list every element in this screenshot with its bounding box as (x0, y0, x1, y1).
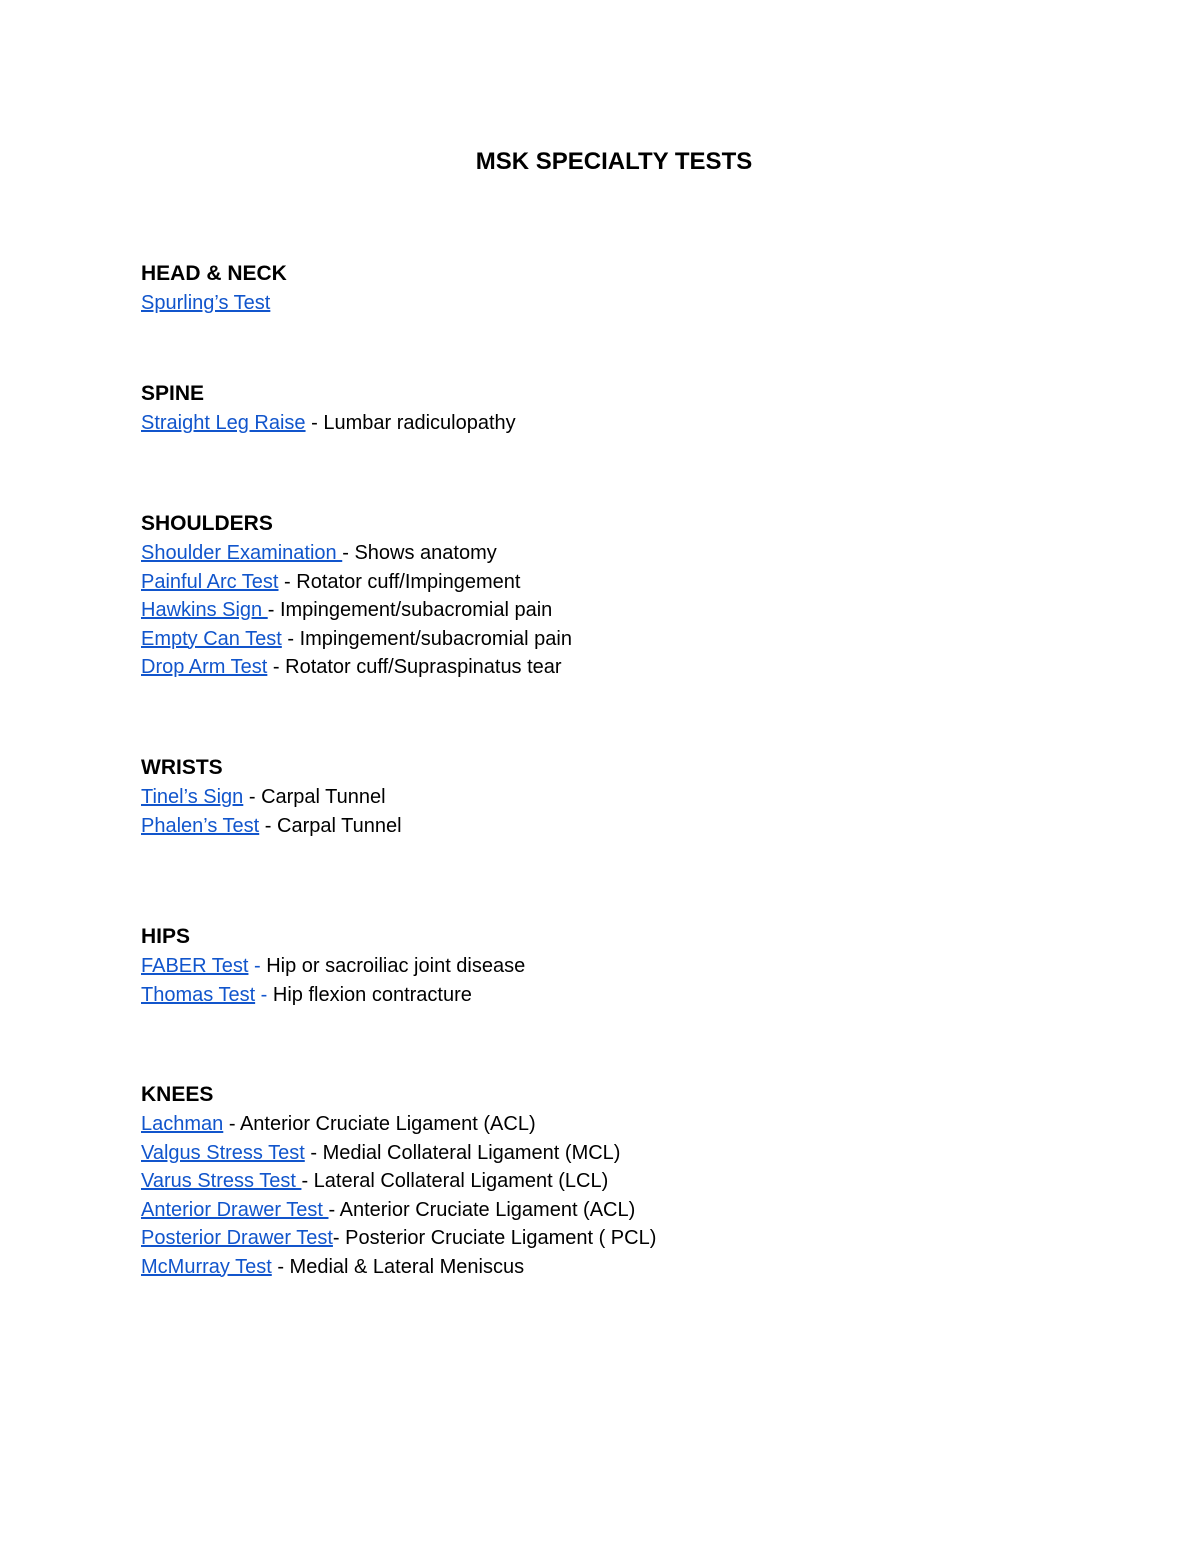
test-entry (141, 289, 1141, 318)
section-heading: WRISTS (141, 756, 223, 779)
separator: - (281, 627, 300, 650)
section-heading: KNEES (141, 1083, 214, 1106)
test-entry (141, 952, 1141, 981)
test-description: Medial Collateral Ligament (MCL) (322, 1141, 621, 1164)
section-heading: HEAD & NECK (141, 262, 287, 285)
test-entry (141, 653, 1141, 682)
anterior-drawer-test-link[interactable]: Anterior Drawer Test (141, 1198, 329, 1221)
phalens-test-link[interactable]: Phalen’s Test (141, 814, 260, 837)
painful-arc-test-link[interactable]: Painful Arc Test (141, 570, 279, 593)
separator: - (267, 599, 280, 621)
test-description: Anterior Cruciate Ligament (ACL) (239, 1113, 536, 1135)
spurlings-test-link[interactable]: Spurling’s Test (141, 292, 271, 314)
separator: - (259, 814, 278, 837)
test-entry (141, 409, 1141, 438)
section-spine (141, 379, 1141, 438)
test-description: Hip or sacroiliac joint disease (266, 955, 526, 977)
separator: - (304, 1141, 323, 1164)
mcmurray-test-link[interactable]: McMurray Test (141, 1255, 272, 1278)
hawkins-sign-link[interactable]: Hawkins Sign (141, 599, 268, 621)
test-description: Lateral Collateral Ligament (LCL) (313, 1170, 609, 1192)
document-title: MSK SPECIALTY TESTS (475, 148, 753, 175)
test-entry (141, 981, 1141, 1010)
valgus-stress-test-link[interactable]: Valgus Stress Test (141, 1141, 305, 1164)
test-description: Hip flexion contracture (272, 983, 472, 1006)
section-heading: HIPS (141, 925, 191, 948)
test-entry (141, 783, 1141, 812)
separator: - (278, 570, 297, 593)
test-description: Anterior Cruciate Ligament (ACL) (339, 1198, 636, 1221)
test-entry (141, 1253, 1141, 1282)
section-knees (141, 1080, 1141, 1281)
separator: - (305, 412, 324, 434)
separator: - (223, 1113, 240, 1135)
test-entry (141, 1139, 1141, 1168)
test-entry (141, 1110, 1141, 1139)
tinels-sign-link[interactable]: Tinel’s Sign (141, 786, 244, 808)
test-description: Impingement/subacromial pain (299, 627, 572, 650)
section-wrists (141, 753, 1141, 840)
test-entry (141, 812, 1141, 841)
section-head-neck (141, 259, 1141, 318)
separator: - (243, 786, 262, 808)
test-entry (141, 568, 1141, 597)
lachman-link[interactable]: Lachman (141, 1113, 224, 1135)
separator: - (248, 955, 267, 977)
varus-stress-test-link[interactable]: Varus Stress Test (141, 1170, 302, 1192)
test-description: Rotator cuff/Impingement (296, 570, 521, 593)
test-description: Impingement/subacromial pain (279, 599, 553, 621)
separator: - (267, 656, 286, 678)
section-hips (141, 922, 1141, 1009)
test-description: Carpal Tunnel (277, 814, 402, 837)
test-entry (141, 1196, 1141, 1225)
separator: - (301, 1170, 314, 1192)
test-description: Shows anatomy (354, 542, 497, 564)
test-description: Posterior Cruciate Ligament ( PCL) (345, 1227, 657, 1249)
test-description: Lumbar radiculopathy (323, 412, 516, 434)
separator: - (332, 1227, 346, 1249)
separator: - (271, 1255, 290, 1278)
straight-leg-raise-link[interactable]: Straight Leg Raise (141, 412, 306, 434)
test-description: Rotator cuff/Supraspinatus tear (285, 656, 562, 678)
separator: - (342, 542, 355, 564)
shoulder-examination-link[interactable]: Shoulder Examination (141, 542, 343, 564)
faber-test-link[interactable]: FABER Test (141, 955, 249, 977)
test-entry (141, 596, 1141, 625)
test-entry (141, 539, 1141, 568)
section-shoulders (141, 509, 1141, 682)
section-heading: SPINE (141, 382, 205, 405)
posterior-drawer-test-link[interactable]: Posterior Drawer Test (141, 1227, 333, 1249)
separator: - (328, 1198, 340, 1221)
test-entry (141, 1167, 1141, 1196)
empty-can-test-link[interactable]: Empty Can Test (141, 627, 282, 650)
test-entry (141, 625, 1141, 654)
section-heading: SHOULDERS (141, 512, 273, 535)
test-description: Carpal Tunnel (261, 786, 386, 808)
drop-arm-test-link[interactable]: Drop Arm Test (141, 656, 268, 678)
separator: - (255, 983, 273, 1006)
test-entry (141, 1224, 1141, 1253)
test-description: Medial & Lateral Meniscus (289, 1255, 525, 1278)
thomas-test-link[interactable]: Thomas Test (141, 983, 256, 1006)
